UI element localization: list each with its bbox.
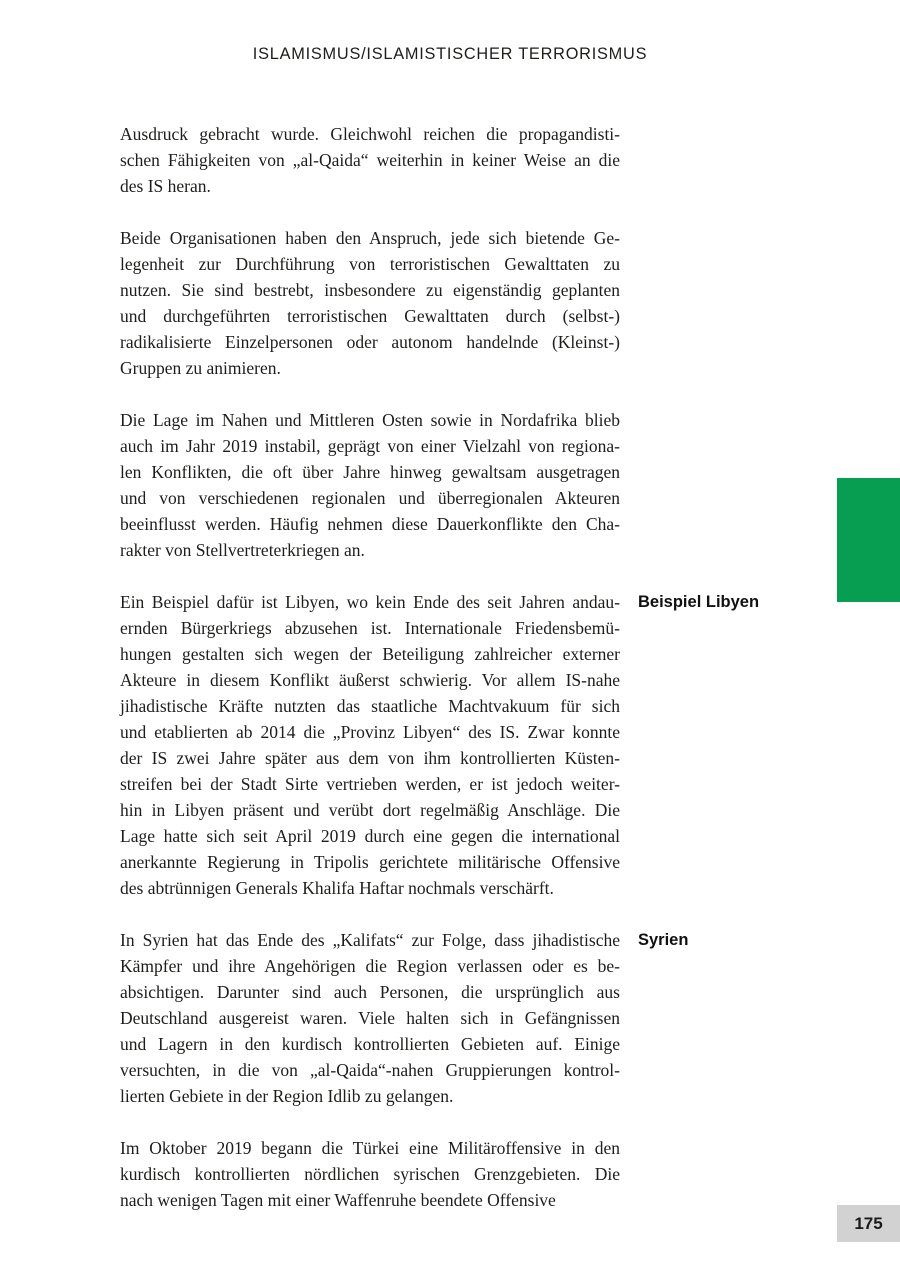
text-line: Im Oktober 2019 begann die Türkei eine Militäroffensive in den xyxy=(120,1138,620,1158)
body-text-column xyxy=(120,121,760,1239)
text-line: Kämpfer und ihre Angehörigen die Region verlassen oder es be- xyxy=(120,956,620,976)
text-line: hungen gestalten sich wegen der Beteiligung zahlreicher externer xyxy=(120,644,620,664)
margin-note: Beispiel Libyen xyxy=(638,593,760,611)
text-line: des IS heran. xyxy=(120,176,211,196)
text-line: des abtrünnigen Generals Khalifa Haftar nochmals verschärft. xyxy=(120,878,554,898)
text-line: Gruppen zu animieren. xyxy=(120,358,281,378)
paragraph xyxy=(120,225,620,381)
text-line: len Konflikten, die oft über Jahre hinweg gewaltsam ausgetragen xyxy=(120,462,620,482)
text-line: radikalisierte Einzelpersonen oder autonom handelnde (Kleinst-) xyxy=(120,332,620,352)
text-line: jihadistische Kräfte nutzten das staatliche Machtvakuum für sich xyxy=(120,696,620,716)
text-line: der IS zwei Jahre später aus dem von ihm kontrollierten Küsten- xyxy=(120,748,620,768)
text-line: Die Lage im Nahen und Mittleren Osten sowie in Nordafrika blieb xyxy=(120,410,620,430)
chapter-edge-tab xyxy=(837,478,900,602)
text-line: kurdisch kontrollierten nördlichen syrischen Grenzgebieten. Die xyxy=(120,1164,620,1184)
paragraph xyxy=(120,407,620,563)
text-line: Ausdruck gebracht wurde. Gleichwohl reichen die propagandisti- xyxy=(120,124,620,144)
page-number: 175 xyxy=(854,1213,883,1233)
text-line: auch im Jahr 2019 instabil, geprägt von einer Vielzahl von regiona- xyxy=(120,436,620,456)
text-line: Akteure in diesem Konflikt äußerst schwierig. Vor allem IS-nahe xyxy=(120,670,620,690)
text-line: anerkannte Regierung in Tripolis gerichtete militärische Offensive xyxy=(120,852,620,872)
paragraph xyxy=(120,927,689,1109)
text-line: und etablierten ab 2014 die „Provinz Libyen“ des IS. Zwar konnte xyxy=(120,722,620,742)
text-line: legenheit zur Durchführung von terroristischen Gewalttaten zu xyxy=(120,254,620,274)
text-line: Beide Organisationen haben den Anspruch, jede sich bietende Ge- xyxy=(120,228,620,248)
text-line: Ein Beispiel dafür ist Libyen, wo kein Ende des seit Jahren andau- xyxy=(120,592,620,612)
paragraph xyxy=(120,121,620,199)
text-line: streifen bei der Stadt Sirte vertrieben werden, er ist jedoch weiter- xyxy=(120,774,620,794)
text-line: absichtigen. Darunter sind auch Personen, die ursprünglich aus xyxy=(120,982,620,1002)
text-line: hin in Libyen präsent und verübt dort regelmäßig Anschläge. Die xyxy=(120,800,620,820)
margin-note: Syrien xyxy=(638,931,689,949)
text-line: ernden Bürgerkriegs abzusehen ist. Internationale Friedensbemü- xyxy=(120,618,620,638)
paragraph xyxy=(120,589,760,901)
text-line: versuchten, in die von „al-Qaida“-nahen Gruppierungen kontrol- xyxy=(120,1060,620,1080)
page-header: ISLAMISMUS/ISLAMISTISCHER TERRORISMUS xyxy=(252,44,648,63)
text-line: In Syrien hat das Ende des „Kalifats“ zur Folge, dass jihadistische xyxy=(120,930,620,950)
text-line: nach wenigen Tagen mit einer Waffenruhe beendete Offensive xyxy=(120,1190,556,1210)
paragraph xyxy=(120,1135,620,1213)
text-line: schen Fähigkeiten von „al-Qaida“ weiterhin in keiner Weise an die xyxy=(120,150,620,170)
text-line: Deutschland ausgereist waren. Viele halten sich in Gefängnissen xyxy=(120,1008,620,1028)
text-line: und durchgeführten terroristischen Gewalttaten durch (selbst-) xyxy=(120,306,620,326)
text-line: lierten Gebiete in der Region Idlib zu gelangen. xyxy=(120,1086,454,1106)
text-line: Lage hatte sich seit April 2019 durch eine gegen die international xyxy=(120,826,620,846)
text-line: nutzen. Sie sind bestrebt, insbesondere zu eigenständig geplanten xyxy=(120,280,620,300)
text-line: und Lagern in den kurdisch kontrollierten Gebieten auf. Einige xyxy=(120,1034,620,1054)
page-number-badge xyxy=(837,1205,900,1242)
text-line: beeinflusst werden. Häufig nehmen diese Dauerkonflikte den Cha- xyxy=(120,514,620,534)
text-line: rakter von Stellvertreterkriegen an. xyxy=(120,540,365,560)
text-line: und von verschiedenen regionalen und überregionalen Akteuren xyxy=(120,488,620,508)
